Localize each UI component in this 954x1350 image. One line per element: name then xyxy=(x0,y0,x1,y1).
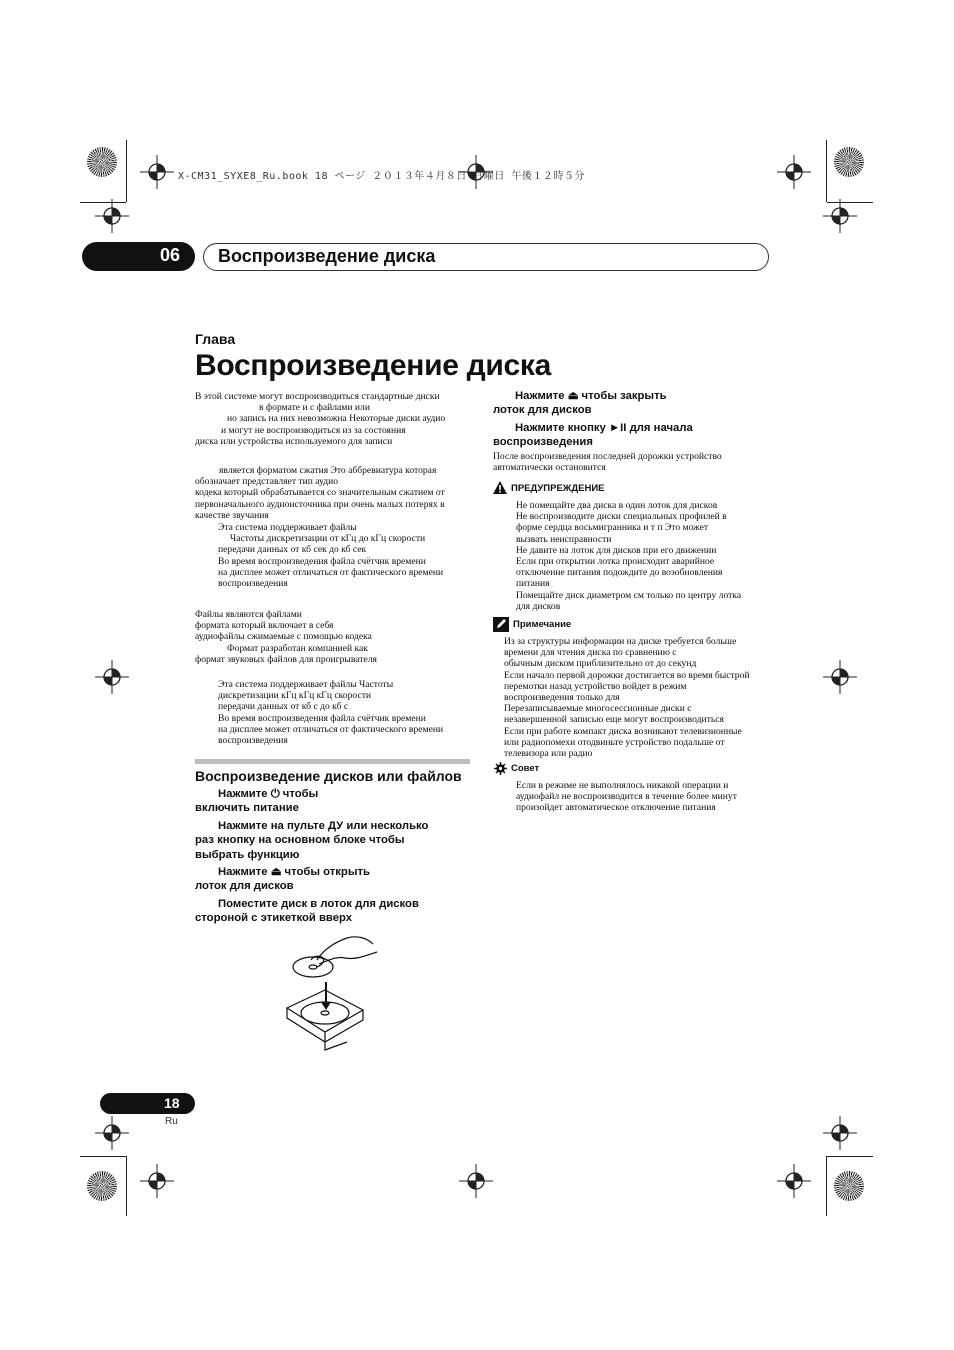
note-list xyxy=(504,636,750,759)
text-line: и могут не воспроизводиться из за состояния xyxy=(221,424,406,436)
text-line: воспроизведения xyxy=(218,735,288,747)
text-line: стороной с этикеткой вверх xyxy=(195,912,353,925)
page-title: Воспроизведение диска xyxy=(195,349,552,382)
trim-line xyxy=(126,140,127,202)
text-line: на дисплее может отличаться от фактического времени xyxy=(218,566,444,578)
text-line: После воспроизведения последней дорожки устройство xyxy=(493,451,722,462)
text-line: кодека который обрабатывается со значительным сжатием от xyxy=(195,487,445,499)
text-line: В этой системе могут воспроизводиться стандартные диски xyxy=(195,391,440,402)
text-line: Эта система поддерживает файлы xyxy=(218,522,357,533)
text-line: передачи данных от кб с до кб с xyxy=(218,701,349,713)
tip-label: Совет xyxy=(511,763,540,774)
text-line: качестве звучания xyxy=(195,509,269,521)
text-line: форме сердца восьмигранника и т п Это может xyxy=(516,522,709,534)
crosshair-mark-icon xyxy=(459,1164,493,1198)
step-5 xyxy=(493,389,667,418)
warning-icon xyxy=(493,481,507,494)
chapter-label: Глава xyxy=(195,331,236,347)
mp3-paragraph xyxy=(195,465,445,521)
text-line: Если начало первой дорожки достигается во время быстрой xyxy=(504,669,750,681)
mp3-notes xyxy=(218,522,443,589)
step-2 xyxy=(195,819,428,862)
registration-starburst-icon xyxy=(87,147,117,177)
text-line: Во время воспроизведения файла счётчик времени xyxy=(218,712,426,724)
crosshair-mark-icon xyxy=(823,1116,857,1150)
trim-line xyxy=(80,202,126,203)
text-line: воспроизведения xyxy=(218,578,288,590)
note-icon xyxy=(493,617,509,632)
crosshair-mark-icon xyxy=(95,660,129,694)
text-line: включить питание xyxy=(195,802,299,815)
crosshair-mark-icon xyxy=(95,199,129,233)
text-line: Перезаписываемые многосессионные диски с xyxy=(504,703,692,715)
text-line: аудиофайлы сжимаемые с помощью кодека xyxy=(195,631,372,643)
after-steps-text xyxy=(493,451,722,473)
text-line: формат звуковых файлов для проигрывателя xyxy=(195,653,377,665)
trim-line xyxy=(827,202,873,203)
text-line: раз кнопку на основном блоке чтобы xyxy=(195,834,405,847)
text-line: Эта система поддерживает файлы Частоты xyxy=(218,679,394,690)
text-line: питания xyxy=(516,578,550,590)
text-line: диска или устройства используемого для записи xyxy=(195,435,393,447)
text-line: на дисплее может отличаться от фактического времени xyxy=(218,723,444,735)
text-line: воспроизведения только для xyxy=(504,692,620,704)
text-line: выбрать функцию xyxy=(195,848,300,861)
text-line: формата который включает в себя xyxy=(195,620,334,632)
text-line: или радиопомехи отодвиньте устройство подальше от xyxy=(504,736,725,748)
step-1 xyxy=(195,787,318,816)
section-divider xyxy=(195,759,470,764)
step-4 xyxy=(195,897,419,926)
step-6 xyxy=(493,421,693,450)
registration-starburst-icon xyxy=(87,1171,117,1201)
text-line: лоток для дисков xyxy=(493,404,592,417)
text-line: аудиофайл не воспроизводится в течение более минут xyxy=(516,791,737,803)
text-line: в формате и с файлами или xyxy=(259,402,370,414)
crosshair-mark-icon xyxy=(140,1164,174,1198)
text-line: Частоты дискретизации от кГц до кГц скорости xyxy=(230,533,426,545)
text-line: телевизора или радио xyxy=(504,748,593,760)
text-line: Помещайте диск диаметром см только по центру лотка xyxy=(516,589,742,601)
crosshair-mark-icon xyxy=(777,155,811,189)
trim-line xyxy=(126,1156,127,1216)
text-line: Нажмите ⏻ чтобы xyxy=(218,788,319,800)
text-line: передачи данных от кб сек до кб сек xyxy=(218,544,367,556)
chapter-title: Воспроизведение диска xyxy=(218,246,436,266)
trim-line xyxy=(826,1156,827,1216)
text-line: Нажмите на пульте ДУ или несколько xyxy=(218,820,429,832)
crosshair-mark-icon xyxy=(777,1164,811,1198)
warning-label: ПРЕДУПРЕЖДЕНИЕ xyxy=(511,483,605,494)
text-line: обозначает представляет тип аудио xyxy=(195,476,339,488)
section-title: Воспроизведение дисков или файлов xyxy=(195,768,462,784)
crosshair-mark-icon xyxy=(823,660,857,694)
text-line: Поместите диск в лоток для дисков xyxy=(218,898,419,910)
text-line: отключение питания подождите до возобновления xyxy=(516,567,723,579)
text-line: автоматически остановится xyxy=(493,462,606,474)
trim-line xyxy=(826,140,827,202)
text-line: Файлы являются файлами xyxy=(195,609,302,620)
text-line: произойдет автоматическое отключение питания xyxy=(516,802,716,814)
text-line: времени для чтения диска по сравнению с xyxy=(504,647,677,659)
note-label: Примечание xyxy=(513,619,572,630)
step-3 xyxy=(195,865,370,894)
text-line: Во время воспроизведения файла счётчик времени xyxy=(218,555,426,567)
text-line: вызвать неисправности xyxy=(516,533,612,545)
tip-list xyxy=(516,780,737,814)
text-line: Формат разработан компанией как xyxy=(227,642,368,654)
text-line: Нажмите ⏏ чтобы открыть xyxy=(218,866,370,878)
text-line: дискретизации кГц кГц кГц скорости xyxy=(218,690,372,702)
text-line: воспроизведения xyxy=(493,436,593,449)
text-line: Нажмите ⏏ чтобы закрыть xyxy=(515,390,667,402)
intro-paragraph xyxy=(195,391,445,447)
text-line: Не воспроизводите диски специальных профилей в xyxy=(516,511,727,523)
tip-icon xyxy=(494,762,507,775)
crosshair-mark-icon xyxy=(95,1116,129,1150)
text-line: является форматом сжатия Это аббревиатура которая xyxy=(219,465,437,476)
crosshair-mark-icon xyxy=(140,155,174,189)
print-header: X-CM31_SYXE8_Ru.book 18 ページ ２０１３年４月８日 月曜日 午後１２時５分 xyxy=(178,171,585,182)
registration-starburst-icon xyxy=(834,147,864,177)
text-line: Если в режиме не выполнялось никакой операции и xyxy=(516,780,729,791)
text-line: но запись на них невозможна Некоторые диски аудио xyxy=(227,413,446,425)
text-line: для дисков xyxy=(516,600,561,612)
wma-paragraph xyxy=(195,609,377,665)
chapter-number: 06 xyxy=(160,245,181,265)
page-language: Ru xyxy=(165,1116,178,1127)
text-line: лоток для дисков xyxy=(195,880,294,893)
registration-starburst-icon xyxy=(834,1171,864,1201)
text-line: Если при работе компакт диска возникают телевизионные xyxy=(504,725,742,737)
text-line: Не помещайте два диска в один лоток для дисков xyxy=(516,500,718,511)
text-line: Из за структуры информации на диске требуется больше xyxy=(504,636,737,647)
disc-tray-illustration xyxy=(285,930,380,1052)
crosshair-mark-icon xyxy=(823,199,857,233)
text-line: первоначального аудиоисточника при очень малых потерях в xyxy=(195,498,445,510)
page-number-badge xyxy=(100,1093,195,1114)
warning-list xyxy=(516,500,741,612)
text-line: Если при открытии лотка происходит аварийное xyxy=(516,556,715,568)
trim-line xyxy=(80,1156,126,1157)
text-line: обычным диском приблизительно от до секунд xyxy=(504,658,697,670)
text-line: перемотки назад устройство войдет в режим xyxy=(504,680,687,692)
trim-line xyxy=(827,1156,873,1157)
text-line: незавершенной записью еще могут воспроизводиться xyxy=(504,714,724,726)
wma-notes xyxy=(218,679,443,746)
text-line: Не давите на лоток для дисков при его движении xyxy=(516,544,717,556)
page-number: 18 xyxy=(164,1095,180,1111)
text-line: Нажмите кнопку ►II для начала xyxy=(515,422,693,434)
